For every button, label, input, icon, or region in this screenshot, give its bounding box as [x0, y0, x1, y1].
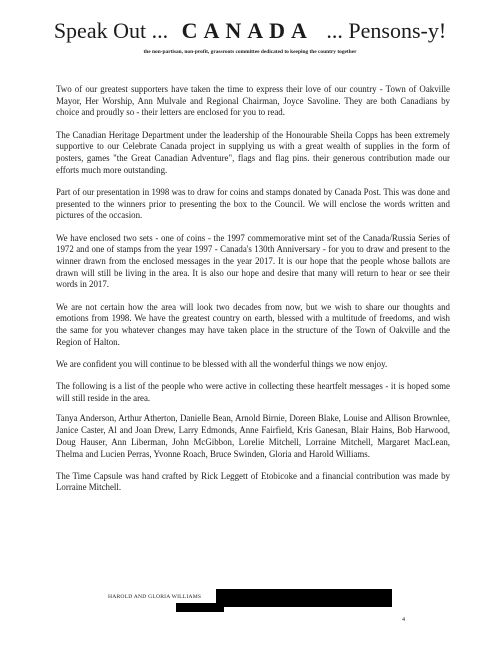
page-number: 4: [402, 617, 405, 623]
paragraph-coins-stamps: We have enclosed two sets - one of coins - the 1997 commemorative mint set of the Canada/Russia Series of 1972 and one of stamps from the year 1997 - Canada's 130th Anniversary - for you to draw and present to the winner drawn from the enclosed messages in the year 2017. It is our hope that the people whose ballots are drawn will still be living in the area. It is also our hope and desire that many will return to hear or see their words in 2017.: [56, 232, 450, 290]
redaction-bar-lower: [176, 603, 224, 612]
paragraph-confident: We are confident you will continue to be blessed with all the wonderful things we now enjoy.: [56, 358, 388, 369]
paragraph-future: We are not certain how the area will look two decades from now, but we wish to share our thoughts and emotions from 1998. We have the greatest country on earth, blessed with a multitude of freedoms, and wish the same for you whatever changes may have taken place in the structure of the Town of Oakville and the Region of Halton.: [56, 301, 450, 347]
paragraph-list-intro: The following is a list of the people who were active in collecting these heartfelt messages - it is hoped some will still reside in the area.: [56, 381, 450, 403]
title-canada: CANADA: [181, 18, 313, 43]
letter-body: [56, 84, 450, 505]
title-pensons-y: ... Pensons-y!: [326, 18, 447, 43]
paragraph-heritage: The Canadian Heritage Department under the leadership of the Honourable Sheila Copps has been extremely supportive to our Celebrate Canada project in supplying us with a great wealth of supplies in the form of posters, games "the Great Canadian Adventure", flags and flag pins. their generous contribution made our efforts much more outstanding.: [56, 129, 450, 175]
title-speak-out: Speak Out ...: [53, 18, 169, 43]
paragraph-presentation: Part of our presentation in 1998 was to draw for coins and stamps donated by Canada Post. This was done and presented to the winners prior to presenting the box to the Council. We will enclose the words written and pictures of the occasion.: [56, 186, 450, 221]
signature-name: HAROLD AND GLORIA WILLIAMS: [108, 594, 202, 600]
paragraph-supporters: Two of our greatest supporters have taken the time to express their love of our country - Town of Oakville Mayor, Her Worship, Ann Mulvale and Regional Chairman, Joyce Savoline. They are both Canadians by choice and proudly so - their letters are enclosed for you to read.: [56, 84, 450, 118]
letterhead-title: [0, 18, 500, 44]
letterhead-subtitle: the non-partisan, non-profit, grassroots committee dedicated to keeping the country together: [143, 49, 357, 55]
redaction-bar: [216, 589, 392, 607]
paragraph-names-list: Tanya Anderson, Arthur Atherton, Danielle Bean, Arnold Birnie, Doreen Blake, Louise and Allison Brownlee, Janice Caster, Al and Joan Drew, Larry Edmonds, Anne Fairfield, Kris Ganesan, Blair Hains, Bob Harwood, Doug Hauser, Ann Liberman, John McGibbon, Lorelie Mitchell, Lorraine Mitchell, Margaret MacLean, Thelma and Lucien Perras, Yvonne Roach, Bruce Swinden, Gloria and Harold Williams.: [56, 413, 450, 459]
paragraph-time-capsule: The Time Capsule was hand crafted by Rick Leggett of Etobicoke and a financial contribution was made by Lorraine Mitchell.: [56, 470, 450, 493]
